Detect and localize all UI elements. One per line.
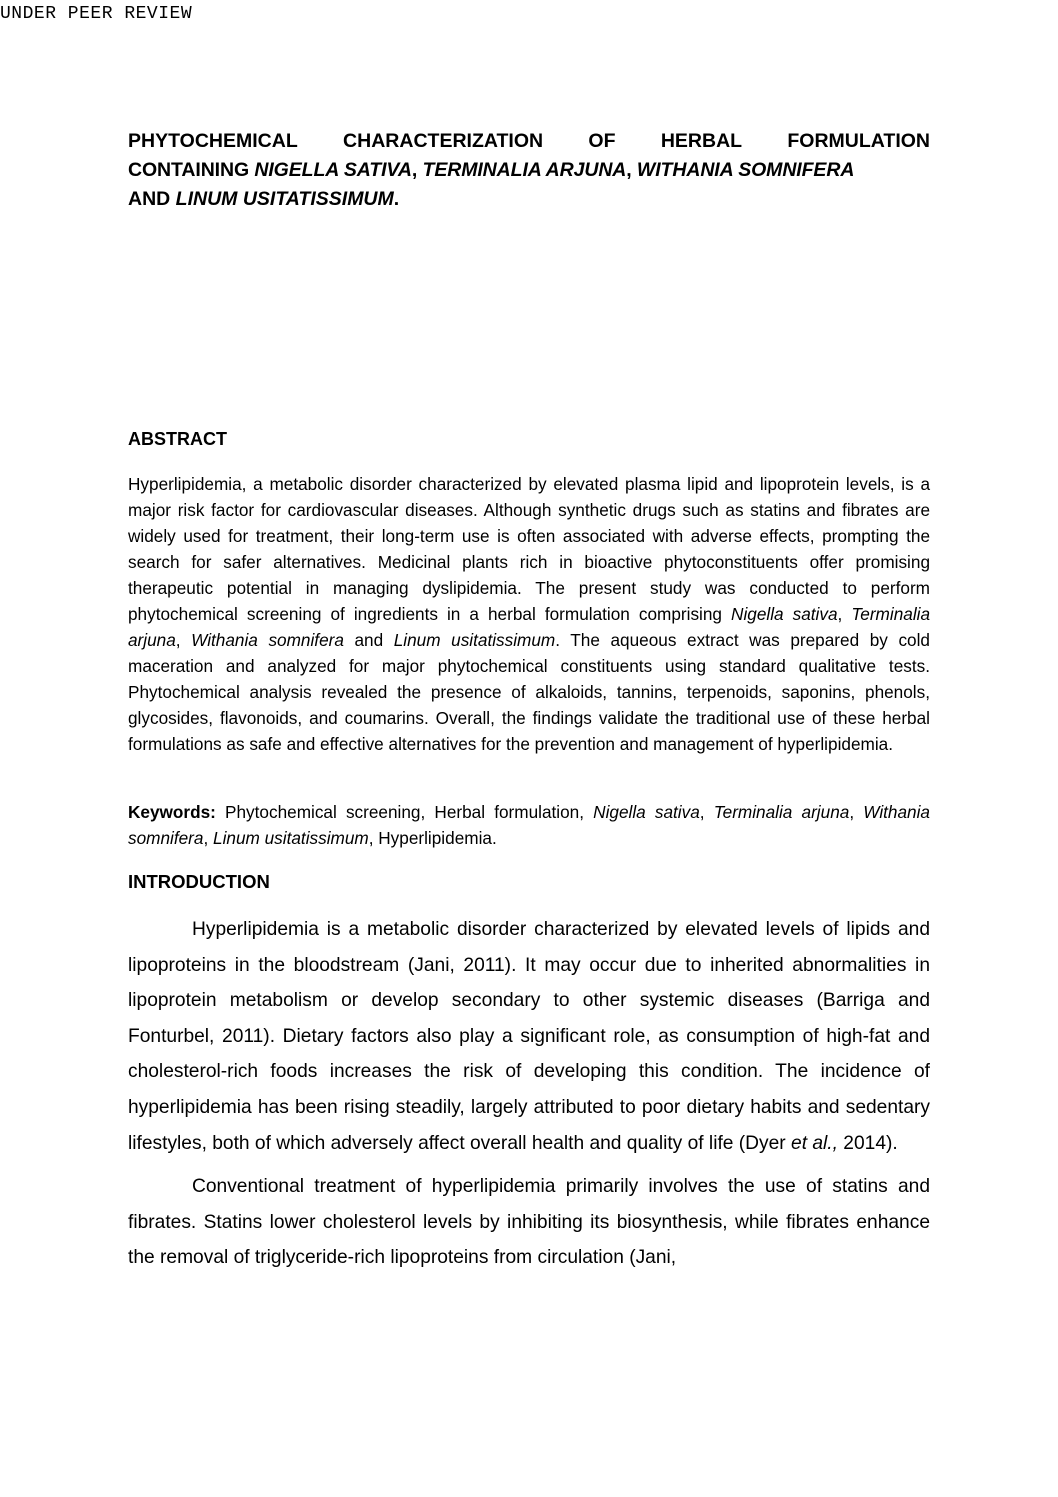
intro-paragraph-2: Conventional treatment of hyperlipidemia primarily involves the use of statins and fibrates. Statins lower cholesterol levels by inhibiting its biosynthesis, while fibrates enhance the removal of triglyceride-rich lipoproteins from circulation (Jani, <box>128 1176 930 1269</box>
title-line-3 <box>128 185 930 214</box>
keywords-text: , Hyperlipidemia. <box>368 828 497 848</box>
species-name: Withania somnifera <box>191 630 344 650</box>
title-word: PHYTOCHEMICAL <box>128 130 298 152</box>
keywords-text: , <box>699 802 714 822</box>
introduction-body <box>128 912 930 1284</box>
species-name: Terminalia arjuna <box>128 604 931 650</box>
intro-paragraph-1 <box>128 912 930 1161</box>
title-species: NIGELLA SATIVA <box>254 159 412 181</box>
title-species: LINUM USITATISSIMUM <box>175 188 394 210</box>
title-text: CONTAINING <box>128 159 255 181</box>
title-text: . <box>393 188 400 210</box>
introduction-heading: INTRODUCTION <box>128 871 270 892</box>
abstract-text: , <box>837 604 852 624</box>
intro-text: 2014). <box>837 1132 898 1154</box>
keywords-text: , <box>203 828 214 848</box>
keywords-label: Keywords: <box>128 802 216 822</box>
citation-etal: et al., <box>791 1132 838 1154</box>
title-species: WITHANIA SOMNIFERA <box>636 159 855 181</box>
title-line-2 <box>128 156 930 185</box>
abstract-text: . The aqueous extract was prepared by cold maceration and analyzed for major phytochemical constituents using standard qualitative tests. Phytochemical analysis revealed the presence of alkaloids, tannins, terpenoids, saponins, phenols, glycosides, flavonoids, and coumarins. Overall, the findings validate the traditional use of these herbal formulations as safe and effective alternatives for the prevention and management of hyperlipidemia. <box>128 630 930 754</box>
abstract-heading: ABSTRACT <box>128 429 227 449</box>
keyword-species: Nigella sativa <box>593 802 700 822</box>
species-name: Linum usitatissimum <box>393 630 556 650</box>
title-text: , <box>626 159 637 181</box>
abstract-body <box>128 471 930 757</box>
keyword-species: Withania somnifera <box>128 802 930 848</box>
species-name: Nigella sativa <box>731 604 838 624</box>
title-text: AND <box>128 188 176 210</box>
title-line-1 <box>128 127 930 156</box>
keywords <box>128 799 930 851</box>
title-word: HERBAL <box>660 130 743 152</box>
under-peer-review-watermark: UNDER PEER REVIEW <box>0 4 193 24</box>
keyword-species: Terminalia arjuna <box>713 802 850 822</box>
abstract-text: and <box>343 630 394 650</box>
title-text: , <box>411 159 423 181</box>
abstract-text: , <box>175 630 192 650</box>
abstract-text: Hyperlipidemia, a metabolic disorder characterized by elevated plasma lipid and lipoprotein levels, is a major risk factor for cardiovascular diseases. Although synthetic drugs such as statins and fibrates are widely used for treatment, their long-term use is often associated with adverse effects, prompting the search for safer alternatives. Medicinal plants rich in bioactive phytoconstituents offer promising therapeutic potential in managing dyslipidemia. The present study was conducted to perform phytochemical screening of ingredients in a herbal formulation comprising <box>128 474 930 624</box>
title-word: OF <box>588 130 616 152</box>
intro-text: Hyperlipidemia is a metabolic disorder characterized by elevated levels of lipids and lipoproteins in the bloodstream (Jani, 2011). It may occur due to inherited abnormalities in lipoprotein metabolism or develop secondary to other systemic diseases (Barriga and Fonturbel, 2011). Dietary factors also play a significant role, as consumption of high-fat and cholesterol-rich foods increases the risk of developing this condition. The incidence of hyperlipidemia has been rising steadily, largely attributed to poor dietary habits and sedentary lifestyles, both of which adversely affect overall health and quality of life (Dyer <box>128 919 930 1154</box>
keywords-text: Phytochemical screening, Herbal formulation, <box>215 802 594 822</box>
title-word: FORMULATION <box>787 130 930 152</box>
keywords-text: , <box>849 802 864 822</box>
title-species: TERMINALIA ARJUNA <box>422 159 627 181</box>
title-word: CHARACTERIZATION <box>343 130 544 152</box>
paper-title <box>128 127 930 214</box>
keyword-species: Linum usitatissimum <box>213 828 369 848</box>
